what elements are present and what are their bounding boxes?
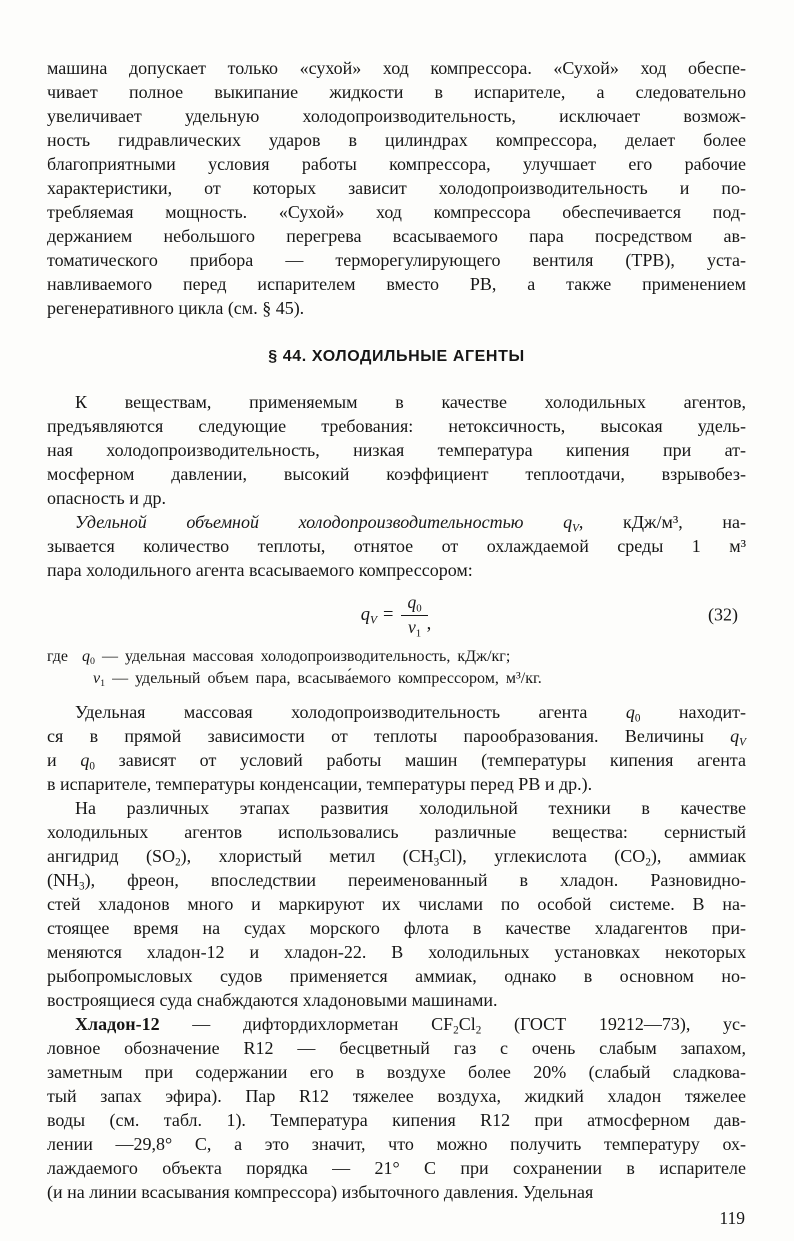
paragraph-refrigerant-requirements: [47, 390, 746, 510]
text-line: стоящее время на судах морского флота в качестве хладагентов при-: [47, 918, 746, 938]
fraction-numerator: $q_0$: [401, 592, 427, 616]
paragraph-refrigerants-history: [47, 796, 746, 1012]
text-line: $v_1$ — удельный объем пара, всасыва́емого компрессором, м³/кг.: [93, 670, 542, 689]
equals-sign: =: [383, 604, 394, 625]
equation-lhs: $q_V$: [360, 604, 378, 626]
paragraph-qv-definition: [47, 510, 746, 582]
text-line: меняются хладон-12 и хладон-22. В холодильных установках некоторых: [47, 942, 746, 962]
text-line: регенеративного цикла (см. § 45).: [47, 298, 305, 318]
text-line: машина допускает только «сухой» ход компрессора. «Сухой» ход обеспе-: [47, 58, 746, 78]
paragraph-dry-run-compressor: [47, 56, 746, 320]
text-line: требляемая мощность. «Сухой» ход компрессора обеспечивается под-: [47, 202, 746, 222]
paragraph-khladon-12: [47, 1012, 746, 1204]
text-line: ся в прямой зависимости от теплоты парообразования. Величины $q_V$: [47, 726, 746, 749]
text-line: характеристики, от которых зависит холодопроизводительность и по-: [47, 178, 746, 198]
formula-legend: [47, 646, 746, 690]
paragraph-q0-dependence: [47, 700, 746, 796]
text-line: (и на линии всасывания компрессора) избыточного давления. Удельная: [47, 1182, 594, 1202]
text-line: тый запах эфира). Пар R12 тяжелее воздуха, жидкий хладон тяжелее: [47, 1086, 746, 1106]
text-line: где $q_0$ — удельная массовая холодопроизводительность, кДж/кг;: [47, 648, 511, 667]
text-line: воды (см. табл. 1). Температура кипения R12 при атмосферном дав-: [47, 1110, 746, 1130]
equation-comma: ,: [426, 613, 432, 634]
text-line: ловное обозначение R12 — бесцветный газ с очень слабым запахом,: [47, 1038, 746, 1058]
text-line: На различных этапах развития холодильной техники в качестве: [75, 798, 746, 818]
text-line: опасность и др.: [47, 488, 167, 508]
text-line: Удельной объемной холодопроизводительностью $q_V$, кДж/м³, на-: [75, 512, 746, 535]
equation-number: (32): [708, 604, 738, 625]
text-line: томатического прибора — терморегулирующего вентиля (ТРВ), уста-: [47, 250, 746, 270]
text-line: ная холодопроизводительность, низкая температура кипения при ат-: [47, 440, 746, 460]
fraction-denominator: $v_1$: [407, 617, 422, 640]
text-line: К веществам, применяемым в качестве холодильных агентов,: [75, 392, 746, 412]
text-line: Удельная массовая холодопроизводительность агента $q_0$ находит-: [75, 702, 746, 725]
text-line: Хладон-12 — дифтордихлорметан $CF_2Cl_2$ (ГОСТ 19212—73), ус-: [75, 1014, 747, 1037]
text-line: заметным при содержании его в воздухе более 20% (слабый сладкова-: [47, 1062, 746, 1082]
text-line: держанием небольшого перегрева всасываемого пара посредством ав-: [47, 226, 746, 246]
section-heading: § 44. ХОЛОДИЛЬНЫЕ АГЕНТЫ: [268, 348, 525, 365]
text-line: и $q_0$ зависят от условий работы машин (температуры кипения агента: [47, 750, 746, 773]
text-line: рыбопромысловых судов применяется аммиак, однако в основном но-: [47, 966, 746, 986]
equation-32: [47, 592, 746, 638]
text-line: стей хладонов много и маркируют их числами по особой системе. В на-: [47, 894, 746, 914]
text-line: пара холодильного агента всасываемого компрессором:: [47, 560, 473, 580]
text-line: навливаемого перед испарителем вместо РВ, а также применением: [47, 274, 746, 294]
text-line: востроящиеся суда снабждаются хладоновыми машинами.: [47, 990, 498, 1010]
text-line: холодильных агентов использовались различные вещества: сернистый: [47, 822, 746, 842]
text-line: благоприятными условия работы компрессора, улучшает его рабочие: [47, 154, 746, 174]
page-number: 119: [719, 1208, 745, 1228]
text-line: зывается количество теплоты, отнятое от охлаждаемой среды 1 м³: [47, 536, 746, 556]
text-line: ангидрид $(SO_2)$, хлористый метил $(CH_3Cl)$, углекислота $(CO_2)$, аммиак: [47, 846, 746, 869]
text-line: $(NH_3)$, фреон, впоследствии переименованный в хладон. Разновидно-: [47, 870, 746, 893]
text-line: мосферном давлении, высокий коэффициент теплоотдачи, взрывобез-: [47, 464, 746, 484]
text-line: предъявляются следующие требования: нетоксичность, высокая удель-: [47, 416, 746, 436]
text-line: ность гидравлических ударов в цилиндрах компрессора, делает более: [47, 130, 746, 150]
text-line: увеличивает удельную холодопроизводительность, исключает возмож-: [47, 106, 746, 126]
text-line: в испарителе, температуры конденсации, температуры перед РВ и др.).: [47, 774, 593, 794]
equation-formula: [361, 592, 433, 638]
text-line: лаждаемого объекта порядка — 21° С при сохранении в испарителе: [47, 1158, 746, 1178]
text-line: чивает полное выкипание жидкости в испарителе, а следовательно: [47, 82, 746, 102]
text-line: лении —29,8° С, а это значит, что можно получить температуру ох-: [47, 1134, 746, 1154]
fraction: [401, 592, 427, 638]
